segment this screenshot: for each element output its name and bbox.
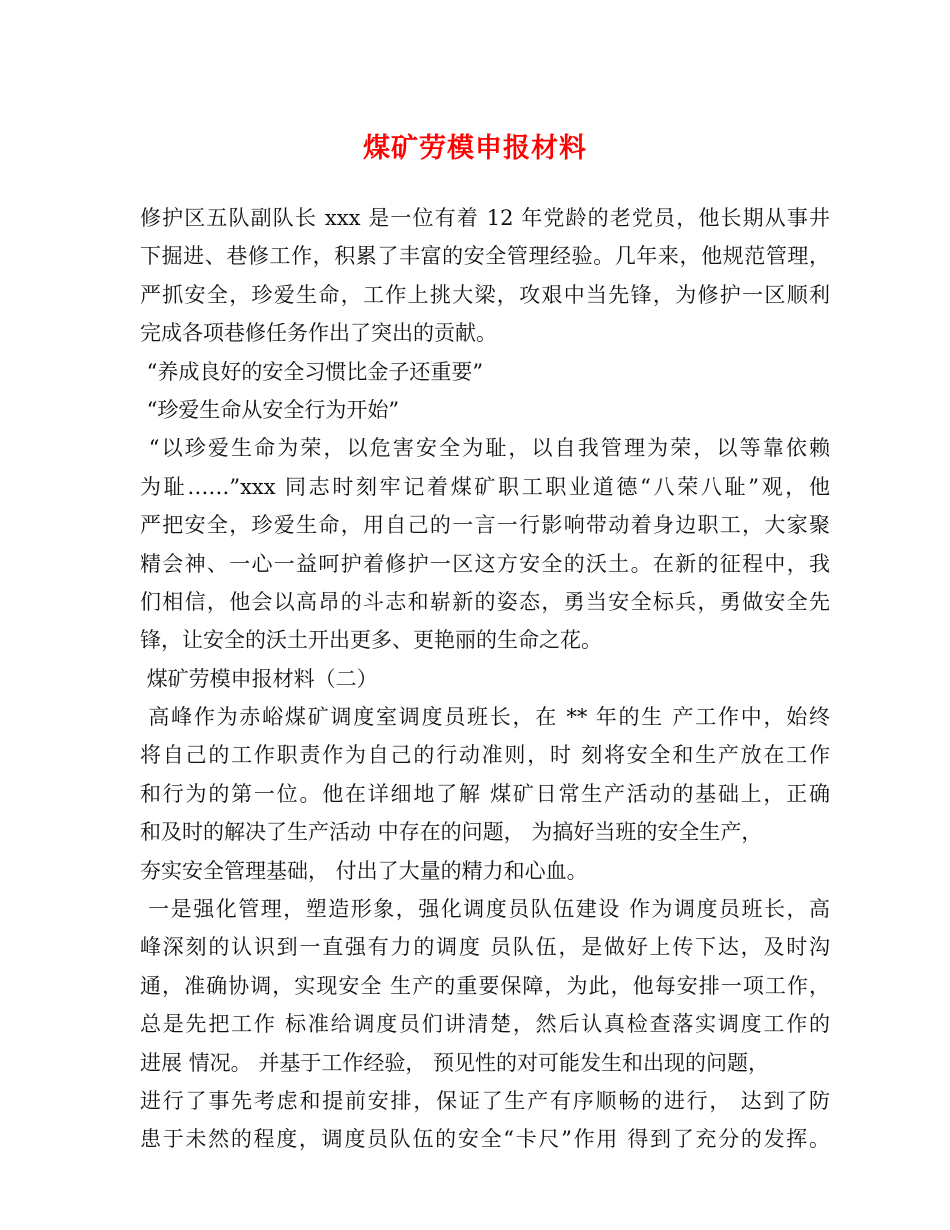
- body-line: 严把安全，珍爱生命，用自己的一言一行影响带动着身边职工，大家聚: [140, 513, 830, 538]
- body-line: 和行为的第一位。他在详细地了解 煤矿日常生产活动的基础上，正确: [140, 781, 830, 806]
- body-line: 精会神、一心一益呵护着修护一区这方安全的沃土。在新的征程中，我: [140, 551, 830, 576]
- section-heading: 煤矿劳模申报材料（二）: [140, 666, 378, 691]
- body-line: 峰深刻的认识到一直强有力的调度 员队伍，是做好上传下达，及时沟: [140, 935, 830, 960]
- quote-line: “珍爱生命从安全行为开始”: [140, 397, 400, 422]
- body-line: “以珍爱生命为荣，以危害安全为耻，以自我管理为荣，以等靠依赖: [140, 436, 830, 461]
- body-line: 为耻……”xxx 同志时刻牢记着煤矿职工职业道德“八荣八耻”观，他: [140, 474, 830, 499]
- body-line: 总是先把工作 标准给调度员们讲清楚，然后认真检查落实调度工作的: [140, 1012, 830, 1037]
- body-line: 和及时的解决了生产活动 中存在的问题， 为搞好当班的安全生产，: [140, 820, 763, 845]
- body-line: 将自己的工作职责作为自己的行动准则，时 刻将安全和生产放在工作: [140, 743, 830, 768]
- body-line: 严抓安全，珍爱生命，工作上挑大梁，攻艰中当先锋，为修护一区顺利: [140, 282, 830, 307]
- body-line: 修护区五队副队长 xxx 是一位有着 12 年党龄的老党员，他长期从事井: [140, 206, 830, 230]
- body-line: 完成各项巷修任务作出了突出的贡献。: [140, 321, 497, 346]
- body-line: 夯实安全管理基础， 付出了大量的精力和心血。: [140, 858, 588, 883]
- document-title: 煤矿劳模申报材料: [363, 133, 587, 164]
- document-body: [140, 199, 830, 1159]
- body-line: 们相信，他会以高昂的斗志和崭新的姿态，勇当安全标兵，勇做安全先: [140, 589, 830, 614]
- body-line: 下掘进、巷修工作，积累了丰富的安全管理经验。几年来，他规范管理，: [140, 244, 830, 269]
- body-line: 一是强化管理，塑造形象，强化调度员队伍建设 作为调度员班长，高: [140, 897, 830, 922]
- body-line: 通，准确协调，实现安全 生产的重要保障，为此，他每安排一项工作，: [140, 973, 830, 998]
- body-line: 锋，让安全的沃土开出更多、更艳丽的生命之花。: [140, 628, 602, 653]
- body-line: 高峰作为赤峪煤矿调度室调度员班长，在 ** 年的生 产工作中，始终: [140, 705, 830, 730]
- quote-line: “养成良好的安全习惯比金子还重要”: [140, 359, 484, 384]
- body-line: 进行了事先考虑和提前安排，保证了生产有序顺畅的进行， 达到了防: [140, 1088, 830, 1113]
- body-line: 进展 情况。 并基于工作经验， 预见性的对可能发生和出现的问题，: [140, 1050, 770, 1075]
- body-line: 患于未然的程度，调度员队伍的安全“卡尺”作用 得到了充分的发挥。: [140, 1127, 830, 1152]
